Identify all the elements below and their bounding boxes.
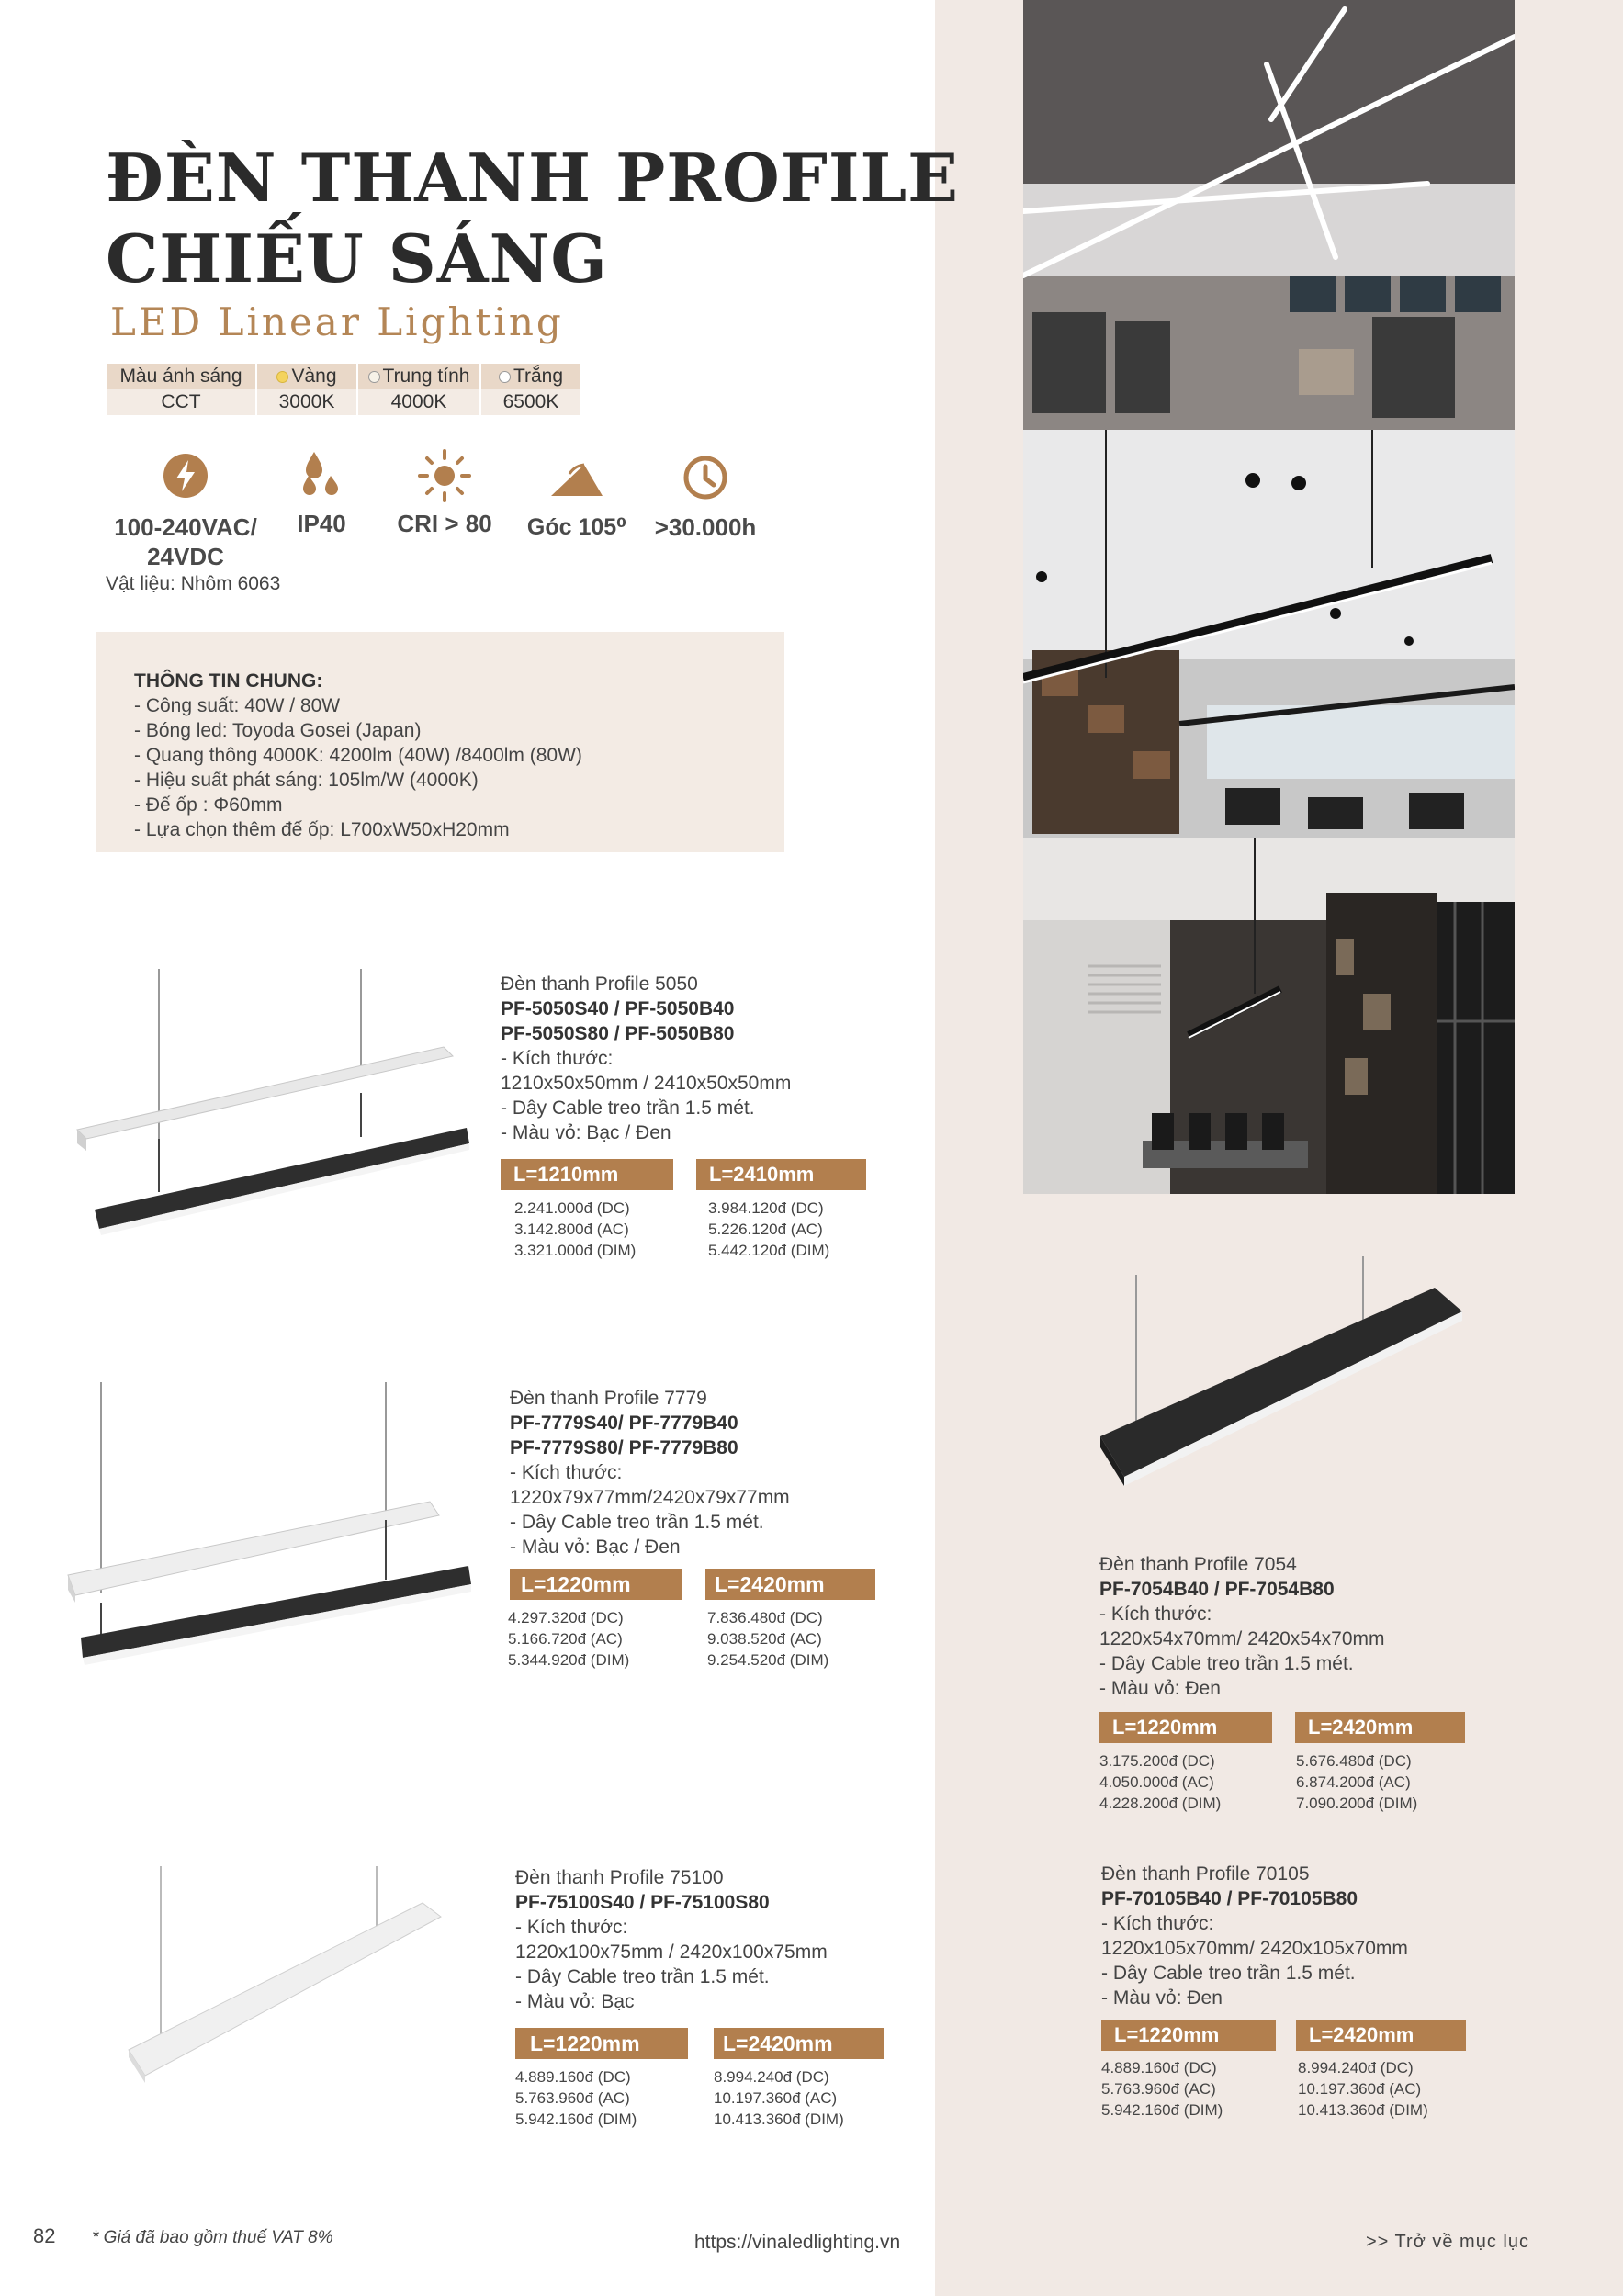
price-dim: 3.321.000đ (DIM) xyxy=(514,1242,637,1259)
length-badge: L=2420mm xyxy=(1296,2020,1466,2051)
length-badge: L=2420mm xyxy=(714,2028,884,2059)
cct-color-warm: Vàng xyxy=(256,364,357,389)
product-image-7054 xyxy=(1095,1256,1471,1495)
price-dim: 5.344.920đ (DIM) xyxy=(508,1651,630,1669)
product-block-70105 xyxy=(1101,1862,1408,2010)
info-line: - Hiệu suất phát sáng: 105lm/W (4000K) xyxy=(134,770,479,791)
product-detail: 1220x105x70mm/ 2420x105x70mm xyxy=(1101,1938,1408,1959)
feature-beam-label: Góc 105⁰ xyxy=(526,514,627,540)
clock-icon xyxy=(682,454,729,501)
vat-note: * Giá đã bao gồm thuế VAT 8% xyxy=(92,2228,333,2247)
price-ac: 6.874.200đ (AC) xyxy=(1296,1773,1411,1791)
title-line-2: CHIẾU SÁNG xyxy=(106,219,608,298)
feature-ip xyxy=(285,448,358,538)
feature-voltage-line1: 100-240VAC/ xyxy=(114,513,257,541)
price-ac: 5.166.720đ (AC) xyxy=(508,1630,623,1648)
product-detail: - Kích thước: xyxy=(515,1917,628,1938)
warm-dot-icon xyxy=(276,371,288,383)
price-dim: 5.942.160đ (DIM) xyxy=(1101,2101,1223,2119)
product-name: Đèn thanh Profile 7054 xyxy=(1099,1554,1297,1575)
product-detail: 1220x54x70mm/ 2420x54x70mm xyxy=(1099,1628,1385,1649)
cct-header-label: Màu ánh sáng xyxy=(107,364,256,389)
price-ac: 5.763.960đ (AC) xyxy=(1101,2080,1216,2098)
length-badge: L=2420mm xyxy=(705,1569,875,1600)
price-list xyxy=(508,1607,629,1671)
product-detail: - Dây Cable treo trần 1.5 mét. xyxy=(1101,1963,1356,1984)
length-badge: L=1210mm xyxy=(501,1159,673,1190)
price-ac: 10.197.360đ (AC) xyxy=(1298,2080,1422,2098)
product-detail: - Màu vỏ: Bạc xyxy=(515,1991,635,2012)
feature-lifetime xyxy=(650,454,761,542)
sun-icon xyxy=(417,448,472,503)
price-dc: 4.889.160đ (DC) xyxy=(1101,2059,1217,2077)
product-detail: - Kích thước: xyxy=(1099,1604,1212,1625)
title-line-1: ĐÈN THANH PROFILE xyxy=(106,139,960,217)
length-badge: L=1220mm xyxy=(515,2028,688,2059)
product-detail: - Màu vỏ: Đen xyxy=(1101,1987,1223,2009)
product-image-5050 xyxy=(72,969,476,1244)
feature-beam-angle xyxy=(522,454,632,542)
cct-color-white: Trắng xyxy=(480,364,581,389)
lightning-icon xyxy=(162,452,209,500)
info-line: - Đế ốp : Φ60mm xyxy=(134,794,283,816)
product-detail: - Dây Cable treo trần 1.5 mét. xyxy=(510,1512,764,1533)
price-ac: 4.050.000đ (AC) xyxy=(1099,1773,1214,1791)
product-detail: - Dây Cable treo trần 1.5 mét. xyxy=(501,1097,755,1119)
feature-cri xyxy=(389,448,500,538)
page-subtitle: LED Linear Lighting xyxy=(110,299,564,344)
feature-cri-label: CRI > 80 xyxy=(397,510,492,537)
cct-value-warm: 3000K xyxy=(256,389,357,415)
product-code: PF-7779S80/ PF-7779B80 xyxy=(510,1437,738,1458)
price-list xyxy=(714,2066,844,2130)
price-ac: 9.038.520đ (AC) xyxy=(707,1630,822,1648)
price-dim: 10.413.360đ (DIM) xyxy=(714,2110,844,2128)
price-dc: 2.241.000đ (DC) xyxy=(514,1199,630,1217)
product-detail: - Màu vỏ: Đen xyxy=(1099,1678,1221,1699)
product-name: Đèn thanh Profile 7779 xyxy=(510,1388,707,1409)
material-note: Vật liệu: Nhôm 6063 xyxy=(106,573,281,594)
product-detail: - Dây Cable treo trần 1.5 mét. xyxy=(515,1966,770,1987)
length-badge: L=1220mm xyxy=(1101,2020,1276,2051)
product-name: Đèn thanh Profile 75100 xyxy=(515,1867,724,1888)
length-badge: L=2420mm xyxy=(1295,1712,1465,1743)
product-detail: - Kích thước: xyxy=(501,1048,614,1069)
info-line: - Quang thông 4000K: 4200lm (40W) /8400lm (80W) xyxy=(134,745,582,766)
price-list xyxy=(708,1198,829,1261)
feature-lifetime-label: >30.000h xyxy=(654,513,757,541)
product-detail: - Kích thước: xyxy=(1101,1913,1214,1934)
product-name: Đèn thanh Profile 5050 xyxy=(501,974,698,995)
product-code: PF-7779S40/ PF-7779B40 xyxy=(510,1412,738,1434)
product-detail: - Dây Cable treo trần 1.5 mét. xyxy=(1099,1653,1354,1674)
price-dc: 8.994.240đ (DC) xyxy=(1298,2059,1414,2077)
product-detail: - Màu vỏ: Bạc / Đen xyxy=(510,1536,681,1558)
product-code: PF-75100S40 / PF-75100S80 xyxy=(515,1892,770,1913)
water-drops-icon xyxy=(296,448,347,500)
feature-voltage-line2: 24VDC xyxy=(147,543,224,570)
page-number: 82 xyxy=(33,2224,56,2247)
price-dc: 7.836.480đ (DC) xyxy=(707,1609,823,1626)
price-list xyxy=(515,2066,637,2130)
product-code: PF-5050S80 / PF-5050B80 xyxy=(501,1023,735,1044)
price-dim: 5.442.120đ (DIM) xyxy=(708,1242,830,1259)
general-info-box xyxy=(96,632,784,852)
info-heading: THÔNG TIN CHUNG: xyxy=(134,670,323,692)
photo-office-ceiling xyxy=(1023,0,1515,430)
cct-table xyxy=(107,364,582,415)
price-list xyxy=(707,1607,828,1671)
photo-meeting-room xyxy=(1023,838,1515,1194)
price-list xyxy=(1099,1750,1221,1814)
product-code: PF-70105B40 / PF-70105B80 xyxy=(1101,1888,1358,1909)
cct-row-label: CCT xyxy=(107,389,256,415)
price-dim: 7.090.200đ (DIM) xyxy=(1296,1795,1418,1812)
product-block-5050 xyxy=(501,972,791,1145)
price-ac: 5.226.120đ (AC) xyxy=(708,1221,823,1238)
price-dim: 9.254.520đ (DIM) xyxy=(707,1651,829,1669)
info-line: - Công suất: 40W / 80W xyxy=(134,695,341,716)
feature-ip-label: IP40 xyxy=(297,510,346,537)
back-to-contents-link[interactable]: >> Trở về mục lục xyxy=(1366,2232,1529,2252)
price-dc: 5.676.480đ (DC) xyxy=(1296,1752,1412,1770)
page-title xyxy=(106,138,959,299)
price-list xyxy=(1298,2057,1428,2121)
length-badge: L=1220mm xyxy=(510,1569,682,1600)
feature-voltage xyxy=(103,452,268,571)
info-line: - Lựa chọn thêm đế ốp: L700xW50xH20mm xyxy=(134,819,510,840)
cct-value-white: 6500K xyxy=(480,389,581,415)
length-badge: L=2410mm xyxy=(696,1159,866,1190)
product-detail: 1220x79x77mm/2420x79x77mm xyxy=(510,1487,790,1508)
neutral-dot-icon xyxy=(368,371,380,383)
price-list xyxy=(514,1198,636,1261)
cct-value-neutral: 4000K xyxy=(357,389,480,415)
product-detail: 1220x100x75mm / 2420x100x75mm xyxy=(515,1941,828,1963)
product-name: Đèn thanh Profile 70105 xyxy=(1101,1863,1310,1885)
product-code: PF-5050S40 / PF-5050B40 xyxy=(501,998,735,1019)
length-badge: L=1220mm xyxy=(1099,1712,1272,1743)
product-detail: - Kích thước: xyxy=(510,1462,623,1483)
product-code: PF-7054B40 / PF-7054B80 xyxy=(1099,1579,1335,1600)
price-dc: 4.889.160đ (DC) xyxy=(515,2068,631,2086)
product-image-7779 xyxy=(64,1382,478,1685)
product-detail: - Màu vỏ: Bạc / Đen xyxy=(501,1122,671,1143)
product-block-7054 xyxy=(1099,1552,1385,1701)
price-ac: 10.197.360đ (AC) xyxy=(714,2089,838,2107)
price-dc: 3.175.200đ (DC) xyxy=(1099,1752,1215,1770)
website-link[interactable]: https://vinaledlighting.vn xyxy=(694,2232,901,2253)
price-dc: 8.994.240đ (DC) xyxy=(714,2068,829,2086)
price-ac: 3.142.800đ (AC) xyxy=(514,1221,629,1238)
price-dc: 3.984.120đ (DC) xyxy=(708,1199,824,1217)
price-dc: 4.297.320đ (DC) xyxy=(508,1609,624,1626)
price-list xyxy=(1296,1750,1417,1814)
cct-color-neutral: Trung tính xyxy=(357,364,480,389)
price-list xyxy=(1101,2057,1223,2121)
price-dim: 4.228.200đ (DIM) xyxy=(1099,1795,1222,1812)
price-dim: 10.413.360đ (DIM) xyxy=(1298,2101,1428,2119)
photo-office-pendant xyxy=(1023,430,1515,838)
price-dim: 5.942.160đ (DIM) xyxy=(515,2110,637,2128)
product-detail: 1210x50x50mm / 2410x50x50mm xyxy=(501,1073,792,1094)
price-ac: 5.763.960đ (AC) xyxy=(515,2089,630,2107)
beam-angle-icon xyxy=(547,454,606,501)
product-image-75100 xyxy=(119,1866,450,2087)
white-dot-icon xyxy=(499,371,511,383)
info-line: - Bóng led: Toyoda Gosei (Japan) xyxy=(134,720,422,741)
product-block-75100 xyxy=(515,1865,828,2014)
product-block-7779 xyxy=(510,1386,790,1559)
